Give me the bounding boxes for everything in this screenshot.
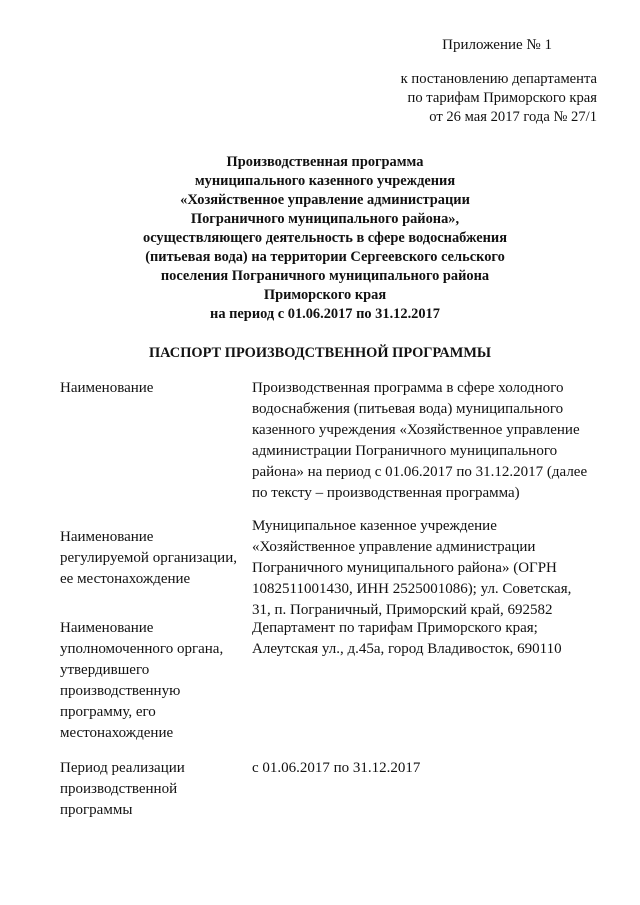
passport-row-name-label (60, 378, 153, 399)
value-line: района» на период с 01.06.2017 по 31.12.2017 (далее (252, 464, 588, 480)
label-line: утвердившего (60, 662, 150, 678)
label-line: Период реализации (60, 760, 185, 776)
passport-heading: ПАСПОРТ ПРОИЗВОДСТВЕННОЙ ПРОГРАММЫ (148, 345, 492, 361)
value-line: 1082511001430, ИНН 2525001086); ул. Советская, (252, 581, 572, 597)
passport-row-authority-value (252, 618, 562, 660)
value-line: по тексту – производственная программа) (252, 485, 520, 501)
passport-row-period-label (60, 758, 185, 821)
value-line: Пограничного муниципального района» (ОГРН (252, 560, 557, 576)
title-line: поселения Пограничного муниципального района (160, 268, 490, 284)
label-line: ее местонахождение (60, 571, 191, 587)
title-line: на период с 01.06.2017 по 31.12.2017 (210, 306, 440, 322)
title-line: (питьевая вода) на территории Сергеевского сельского (145, 249, 505, 265)
approval-reference (375, 70, 597, 127)
appendix-label: Приложение № 1 (442, 37, 552, 53)
value-line: Департамент по тарифам Приморского края; (252, 620, 538, 636)
title-line: Производственная программа (226, 154, 424, 170)
passport-row-organization-label (60, 527, 237, 590)
title-line: Приморского края (263, 287, 387, 303)
value-line: Алеутская ул., д.45а, город Владивосток, 690110 (252, 641, 562, 657)
value-line: Производственная программа в сфере холодного (252, 380, 564, 396)
label-line: Наименование (60, 620, 154, 636)
value-line: Муниципальное казенное учреждение (252, 518, 497, 534)
value-line: казенного учреждения «Хозяйственное управление (252, 422, 580, 438)
approval-line: по тарифам Приморского края (407, 90, 597, 106)
label-line: местонахождение (60, 725, 174, 741)
approval-line: от 26 мая 2017 года № 27/1 (429, 109, 597, 125)
title-line: Пограничного муниципального района», (190, 211, 460, 227)
passport-row-name-value (252, 378, 587, 504)
title-line: муниципального казенного учреждения (194, 173, 456, 189)
value-line: «Хозяйственное управление администрации (252, 539, 536, 555)
title-line: «Хозяйственное управление администрации (180, 192, 470, 208)
passport-row-period-value (252, 758, 420, 779)
value-line: 31, п. Пограничный, Приморский край, 692582 (252, 602, 553, 618)
label-line: производственной (60, 781, 178, 797)
passport-row-organization-value (252, 516, 571, 621)
label-line: регулируемой организации, (60, 550, 237, 566)
label-line: производственную (60, 683, 181, 699)
label-line: Наименование (60, 529, 154, 545)
label-line: Наименование (60, 380, 154, 396)
value-line: администрации Пограничного муниципального (252, 443, 558, 459)
value-line: водоснабжения (питьевая вода) муниципального (252, 401, 564, 417)
value-line: с 01.06.2017 по 31.12.2017 (252, 760, 421, 776)
program-title (100, 153, 550, 324)
label-line: уполномоченного органа, (60, 641, 224, 657)
label-line: программу, его (60, 704, 156, 720)
approval-line: к постановлению департамента (400, 71, 597, 87)
passport-row-authority-label (60, 618, 223, 744)
label-line: программы (60, 802, 133, 818)
title-line: осуществляющего деятельность в сфере водоснабжения (143, 230, 507, 246)
